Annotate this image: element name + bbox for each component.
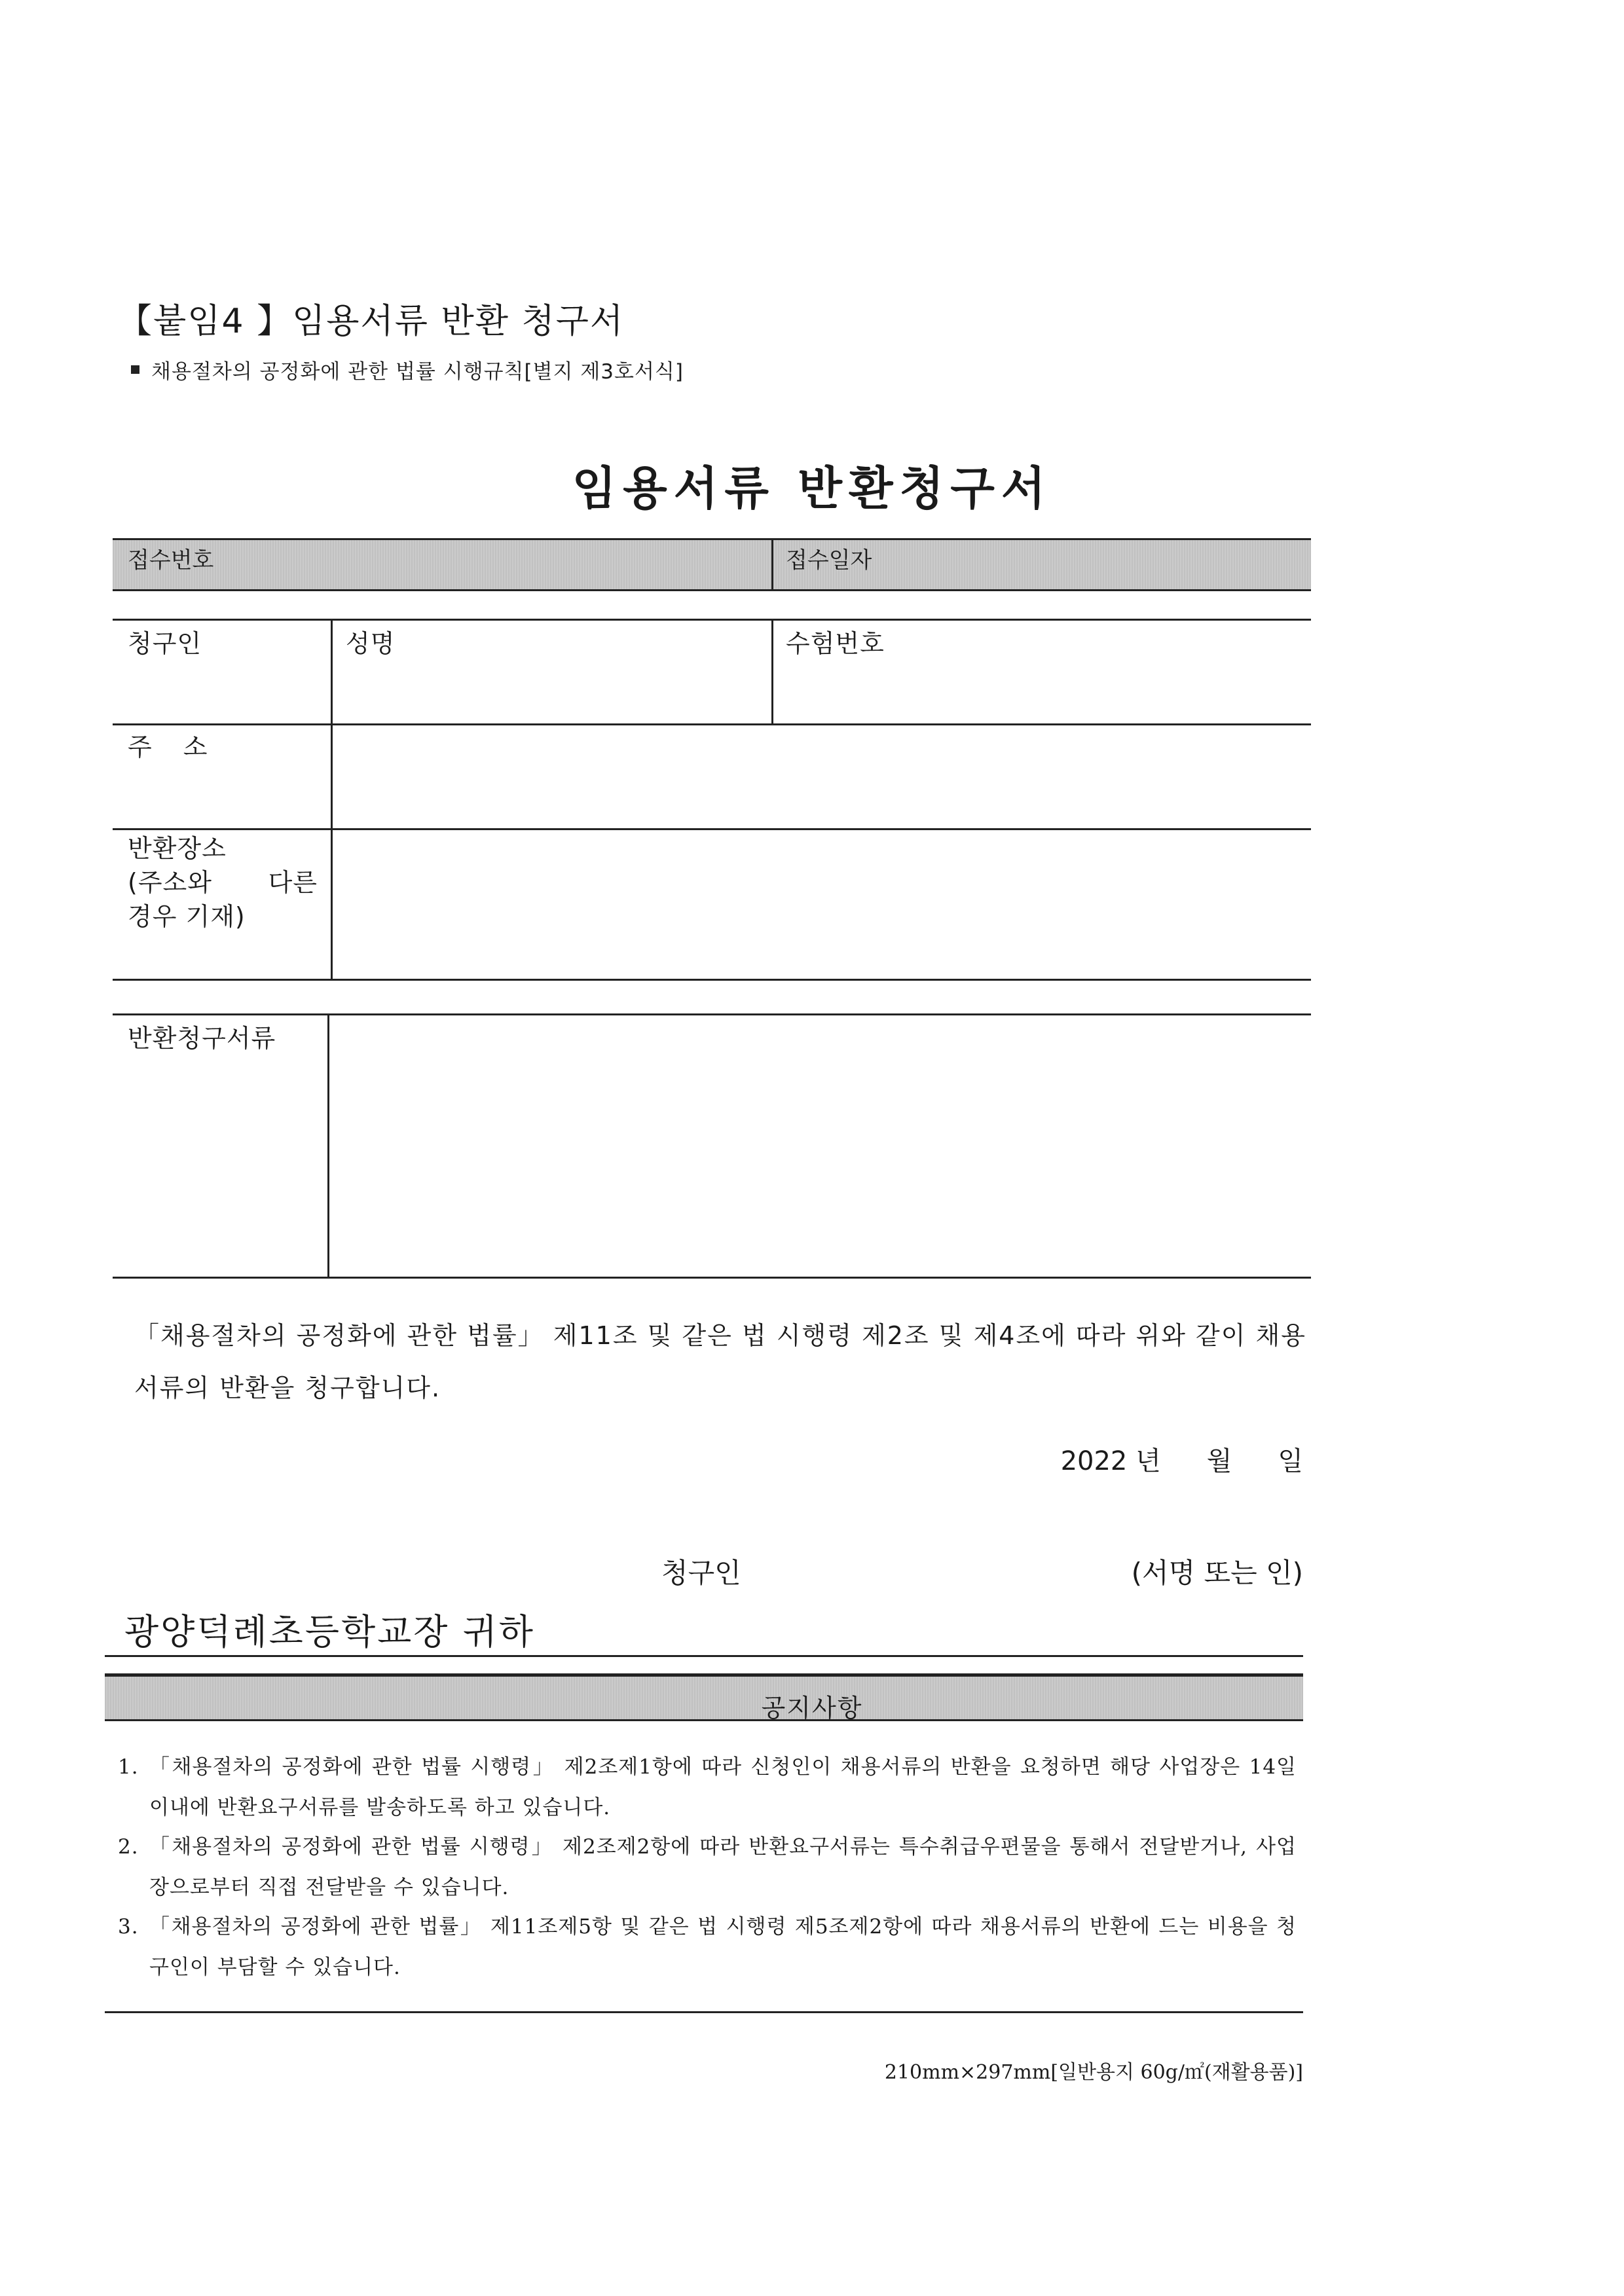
table-row-line-1	[113, 723, 1311, 725]
receipt-bar-bottom-line	[113, 589, 1311, 591]
notice-title: 공지사항	[761, 1694, 863, 1722]
notice-item-text: 「채용절차의 공정화에 관한 법률」 제11조제5항 및 같은 법 시행령 제5조제2항에 따라 채용서류의 반환에 드는 비용을 청구인이 부담할 수 있습니다.	[149, 1915, 1297, 1979]
table-row-line-2	[113, 828, 1311, 830]
address-label: 주 소	[128, 733, 219, 761]
receipt-number-label: 접수번호	[128, 547, 214, 574]
name-label: 성명	[346, 629, 396, 658]
recipient: 광양덕례초등학교장 귀하	[124, 1611, 535, 1652]
exam-number-field[interactable]	[779, 655, 1303, 717]
return-place-label-line-3: 경우 기재)	[128, 902, 246, 931]
docs-top-line	[113, 1013, 1311, 1015]
notice-item-number: 2.	[118, 1835, 139, 1859]
attachment-subtitle-text: 채용절차의 공정화에 관한 법률 시행규칙[별지 제3호서식]	[151, 360, 684, 384]
return-place-field[interactable]	[337, 833, 1303, 974]
paper-spec: 210mm×297mm[일반용지 60g/㎡(재활용품)]	[884, 2061, 1303, 2084]
receipt-date-label: 접수일자	[786, 547, 872, 574]
table-top-line	[113, 619, 1311, 621]
docs-label-divider	[327, 1013, 329, 1277]
notice-item-1	[118, 1747, 1297, 1828]
statement-text: 「채용절차의 공정화에 관한 법률」 제11조 및 같은 법 시행령 제2조 및 제4조에 따라 위와 같이 채용서류의 반환을 청구합니다.	[134, 1321, 1306, 1402]
notice-item-number: 3.	[118, 1915, 139, 1939]
table-row-line-3	[113, 979, 1311, 981]
return-place-label-line-2	[128, 866, 318, 900]
footer-line	[105, 2011, 1303, 2013]
notice-item-text: 「채용절차의 공정화에 관한 법률 시행령」 제2조제1항에 따라 신청인이 채용서류의 반환을 요청하면 해당 사업장은 14일 이내에 반환요구서류를 발송하도록 하고 있습니다.	[149, 1755, 1297, 1819]
notice-item-text: 「채용절차의 공정화에 관한 법률 시행령」 제2조제2항에 따라 반환요구서류는 특수취급우편물을 통해서 전달받거나, 사업장으로부터 직접 전달받을 수 있습니다.	[149, 1835, 1297, 1899]
form-title: 임용서류 반환청구서	[572, 462, 1052, 515]
attachment-subtitle	[131, 355, 684, 384]
date-year: 2022 년	[1060, 1446, 1161, 1476]
signature-claimant: 청구인	[661, 1557, 741, 1589]
square-bullet-icon	[131, 365, 139, 374]
table-name-divider	[771, 619, 773, 723]
return-place-label-line-2a: (주소와	[128, 868, 212, 897]
name-field[interactable]	[337, 655, 763, 717]
docs-bottom-line	[113, 1277, 1311, 1279]
exam-number-label: 수험번호	[786, 629, 885, 658]
notice-item-number: 1.	[118, 1755, 139, 1779]
date-line	[1061, 1440, 1303, 1478]
date-month: 월	[1206, 1446, 1232, 1476]
receipt-bar-divider	[771, 538, 773, 591]
address-field[interactable]	[337, 728, 1303, 823]
date-day: 일	[1278, 1446, 1303, 1476]
return-docs-field[interactable]	[335, 1019, 1303, 1271]
claimant-label: 청구인	[128, 629, 202, 658]
notice-item-2	[118, 1827, 1297, 1908]
notice-top-line	[105, 1655, 1303, 1657]
notice-item-3	[118, 1906, 1297, 1988]
return-docs-label: 반환청구서류	[128, 1024, 276, 1053]
attachment-title: 【붙임4 】임용서류 반환 청구서	[118, 302, 625, 341]
return-place-label-line-1: 반환장소	[128, 834, 227, 863]
receipt-bar-top-line	[113, 538, 1311, 540]
return-place-label-line-2b: 다른	[268, 868, 318, 897]
return-place-label	[128, 831, 318, 934]
notice-bar-top-line	[105, 1673, 1303, 1677]
table-label-divider	[331, 619, 333, 979]
receipt-bar	[113, 538, 1311, 591]
signature-note: (서명 또는 인)	[1131, 1557, 1303, 1589]
